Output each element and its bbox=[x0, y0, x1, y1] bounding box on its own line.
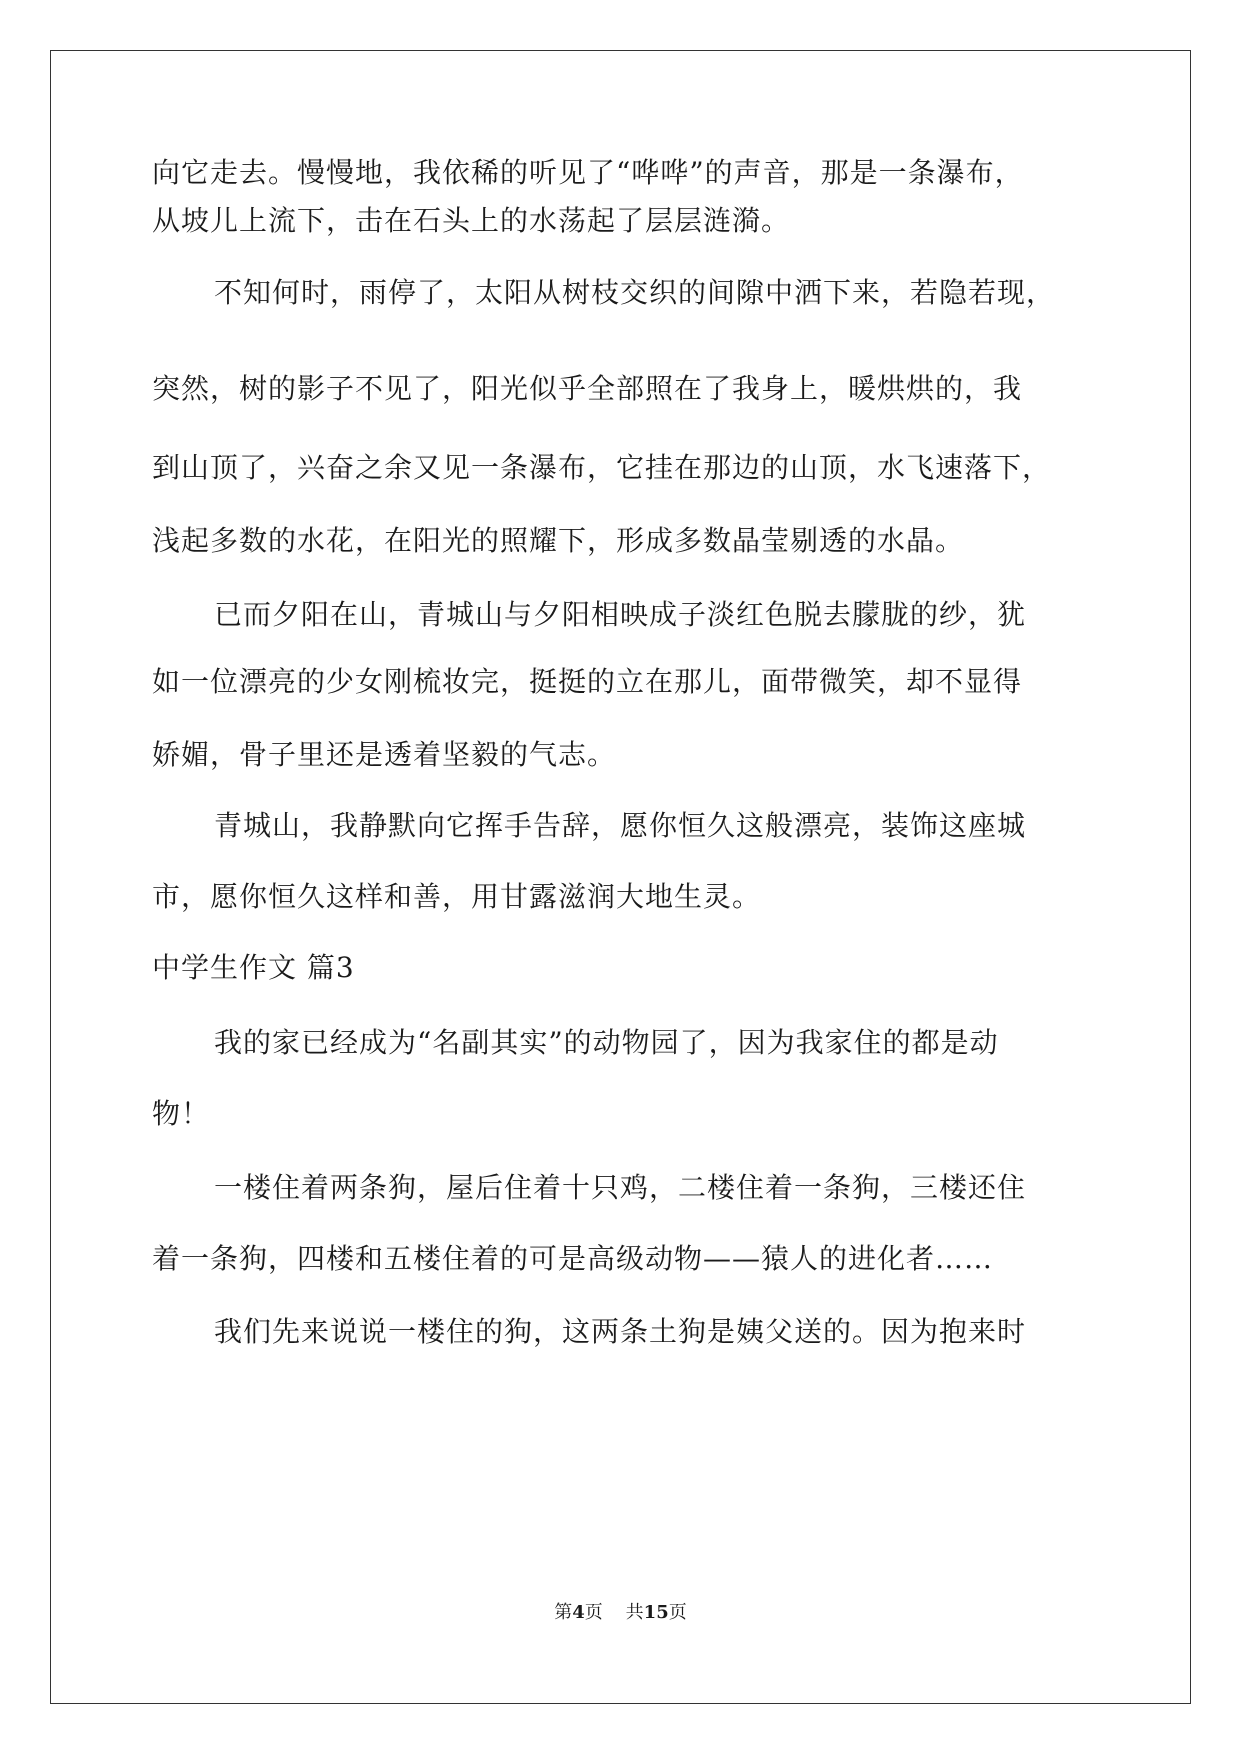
paragraph-line: 向它走去。慢慢地，我依稀的听见了“哗哗”的声音，那是一条瀑布， bbox=[152, 156, 1024, 189]
paragraph-line: 如一位漂亮的少女刚梳妆完，挺挺的立在那儿，面带微笑，却不显得 bbox=[152, 665, 1023, 698]
paragraph-line: 物！ bbox=[152, 1097, 211, 1130]
footer-page-mid: 页 共 bbox=[584, 1602, 644, 1623]
footer-total-pages: 15 bbox=[643, 1602, 669, 1623]
footer-page-suffix: 页 bbox=[668, 1602, 687, 1623]
footer-page-number: 4 bbox=[572, 1602, 585, 1623]
paragraph-line: 到山顶了，兴奋之余又见一条瀑布，它挂在那边的山顶，水飞速落下， bbox=[152, 451, 1052, 484]
paragraph-line: 一楼住着两条狗，屋后住着十只鸡，二楼住着一条狗，三楼还住 bbox=[214, 1171, 1027, 1204]
paragraph-line: 青城山，我静默向它挥手告辞，愿你恒久这般漂亮，装饰这座城 bbox=[214, 809, 1027, 842]
footer-page-prefix: 第 bbox=[554, 1602, 573, 1623]
paragraph-line: 我们先来说说一楼住的狗，这两条土狗是姨父送的。因为抱来时 bbox=[214, 1315, 1027, 1348]
section-heading: 中学生作文 篇3 bbox=[152, 951, 355, 984]
paragraph-line: 从坡儿上流下，击在石头上的水荡起了层层涟漪。 bbox=[152, 204, 791, 237]
paragraph-line: 我的家已经成为“名副其实”的动物园了，因为我家住的都是动 bbox=[214, 1026, 999, 1059]
paragraph-line: 市，愿你恒久这样和善，用甘露滋润大地生灵。 bbox=[152, 880, 762, 913]
paragraph-line: 已而夕阳在山，青城山与夕阳相映成子淡红色脱去朦胧的纱，犹 bbox=[214, 598, 1027, 631]
paragraph-line: 浅起多数的水花，在阳光的照耀下，形成多数晶莹剔透的水晶。 bbox=[152, 524, 965, 557]
paragraph-line: 突然，树的影子不见了，阳光似乎全部照在了我身上，暖烘烘的，我 bbox=[152, 372, 1023, 405]
paragraph-line: 不知何时，雨停了，太阳从树枝交织的间隙中洒下来，若隐若现， bbox=[214, 276, 1056, 309]
paragraph-line: 着一条狗，四楼和五楼住着的可是高级动物——猿人的进化者…… bbox=[152, 1242, 994, 1275]
page-footer bbox=[0, 1602, 1241, 1624]
paragraph-line: 娇媚，骨子里还是透着坚毅的气志。 bbox=[152, 738, 617, 771]
